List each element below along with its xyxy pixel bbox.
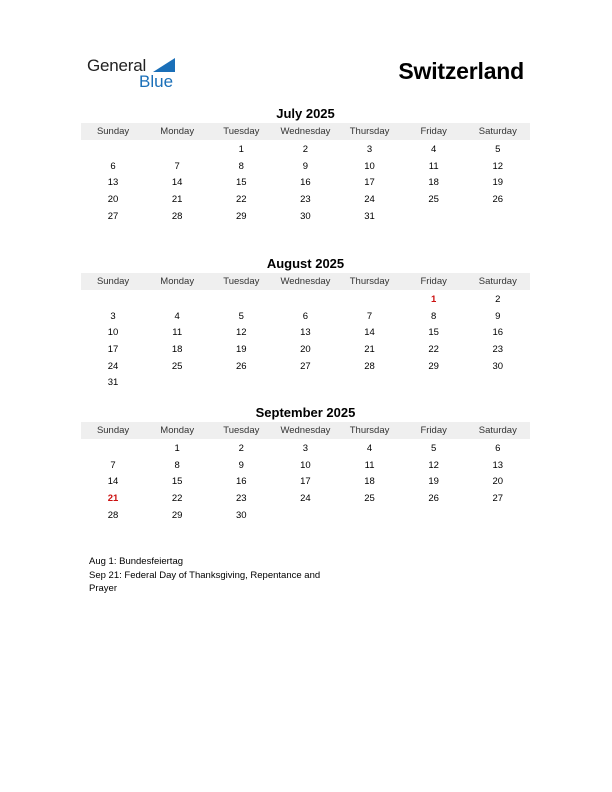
day-cell: 25 bbox=[364, 493, 375, 505]
weekday-label: Sunday bbox=[96, 276, 130, 287]
day-cell: 14 bbox=[171, 177, 183, 189]
weekday-label: Thursday bbox=[349, 276, 390, 287]
holiday-notes bbox=[89, 555, 339, 596]
day-cell bbox=[466, 508, 530, 525]
logo-text-general: General bbox=[87, 56, 147, 75]
country-title: Switzerland bbox=[398, 58, 524, 84]
day-cell: 27 bbox=[107, 210, 119, 222]
day-cell: 14 bbox=[364, 327, 375, 339]
day-cell: 28 bbox=[107, 509, 119, 521]
weekday-header-row bbox=[81, 422, 530, 439]
day-cell bbox=[273, 292, 337, 309]
weekday-label: Wednesday bbox=[280, 276, 331, 287]
day-cell: 24 bbox=[364, 194, 375, 206]
day-cell: 22 bbox=[171, 493, 183, 505]
day-cell: 2 bbox=[495, 294, 501, 305]
day-cell: 19 bbox=[492, 177, 504, 189]
weekday-label: Tuesday bbox=[223, 126, 260, 137]
day-cell bbox=[466, 375, 530, 392]
day-cell: 22 bbox=[428, 344, 439, 356]
day-cell: 15 bbox=[428, 327, 439, 339]
holiday-day-cell: 21 bbox=[107, 493, 119, 505]
day-cell: 24 bbox=[300, 493, 311, 505]
weekday-label: Sunday bbox=[96, 126, 130, 137]
day-cell: 21 bbox=[364, 344, 375, 356]
weekday-label: Monday bbox=[160, 425, 195, 436]
weekday-label: Saturday bbox=[478, 276, 517, 287]
day-cell: 23 bbox=[300, 194, 311, 206]
day-cell: 1 bbox=[174, 443, 180, 454]
day-cell bbox=[81, 292, 145, 309]
month-july bbox=[81, 106, 530, 225]
day-cell bbox=[81, 142, 145, 159]
day-cell: 21 bbox=[171, 194, 183, 206]
day-cell: 19 bbox=[428, 476, 439, 488]
day-cell: 4 bbox=[431, 144, 437, 155]
day-cell bbox=[273, 375, 337, 392]
weekday-label: Friday bbox=[420, 276, 447, 287]
day-cell: 8 bbox=[174, 459, 180, 471]
weekday-label: Sunday bbox=[96, 425, 130, 436]
day-cell: 7 bbox=[110, 459, 116, 471]
day-cell: 27 bbox=[492, 493, 504, 505]
day-cell: 28 bbox=[364, 360, 375, 372]
day-cell: 7 bbox=[174, 160, 180, 172]
weekday-label: Thursday bbox=[349, 425, 390, 436]
day-cell: 3 bbox=[366, 144, 373, 155]
day-cell: 20 bbox=[492, 476, 504, 488]
logo-text-blue: Blue bbox=[139, 72, 174, 91]
day-cell: 4 bbox=[366, 443, 373, 454]
month-title: July 2025 bbox=[276, 106, 335, 121]
day-cell bbox=[145, 375, 209, 392]
month-august bbox=[81, 256, 530, 392]
weekday-label: Monday bbox=[160, 126, 195, 137]
day-cell: 9 bbox=[238, 459, 244, 471]
day-cell: 3 bbox=[110, 310, 116, 322]
day-cell: 6 bbox=[302, 310, 309, 322]
day-cell: 31 bbox=[364, 210, 375, 222]
weekday-header-row bbox=[81, 273, 530, 290]
holiday-note: Sep 21: Federal Day of Thanksgiving, Repentance and Prayer bbox=[89, 569, 321, 594]
day-cell: 10 bbox=[364, 160, 375, 172]
weekday-label: Tuesday bbox=[223, 276, 260, 287]
day-cell: 17 bbox=[107, 344, 119, 356]
day-cell: 7 bbox=[366, 310, 373, 322]
day-cell: 31 bbox=[107, 377, 119, 389]
day-cell: 1 bbox=[238, 144, 244, 155]
weekday-label: Wednesday bbox=[280, 126, 331, 137]
generalblue-logo bbox=[87, 56, 187, 96]
day-cell: 4 bbox=[174, 310, 180, 322]
day-cell: 14 bbox=[107, 476, 119, 488]
day-cell: 28 bbox=[171, 210, 183, 222]
day-cell bbox=[402, 375, 466, 392]
day-cell: 20 bbox=[300, 344, 311, 356]
day-cell: 17 bbox=[364, 177, 375, 189]
weekday-label: Monday bbox=[160, 276, 195, 287]
day-cell: 25 bbox=[428, 194, 439, 206]
day-cell: 25 bbox=[171, 360, 183, 372]
day-cell bbox=[338, 292, 402, 309]
day-cell: 6 bbox=[495, 443, 501, 454]
day-cell bbox=[466, 209, 530, 226]
day-cell: 23 bbox=[236, 493, 247, 505]
day-cell: 13 bbox=[107, 177, 119, 189]
day-cell: 26 bbox=[236, 360, 247, 372]
day-cell: 29 bbox=[171, 509, 183, 521]
day-cell bbox=[209, 375, 273, 392]
day-cell bbox=[145, 292, 209, 309]
day-cell: 18 bbox=[428, 177, 439, 189]
day-cell: 27 bbox=[300, 360, 311, 372]
day-cell bbox=[338, 375, 402, 392]
day-cell bbox=[402, 508, 466, 525]
weekday-label: Friday bbox=[420, 126, 447, 137]
day-cell: 16 bbox=[492, 327, 504, 339]
day-cell: 8 bbox=[238, 160, 244, 172]
day-grid bbox=[81, 439, 530, 524]
day-cell: 5 bbox=[238, 310, 244, 322]
holiday-day-cell: 1 bbox=[431, 294, 437, 305]
weekday-label: Friday bbox=[420, 425, 447, 436]
day-cell: 3 bbox=[302, 443, 309, 454]
day-cell: 22 bbox=[236, 194, 247, 206]
day-grid bbox=[81, 140, 530, 225]
day-cell: 8 bbox=[431, 310, 437, 322]
day-cell: 19 bbox=[236, 344, 247, 356]
day-cell bbox=[338, 508, 402, 525]
weekday-label: Thursday bbox=[349, 126, 390, 137]
day-cell: 30 bbox=[236, 509, 247, 521]
day-cell bbox=[273, 508, 337, 525]
weekday-header-row bbox=[81, 123, 530, 140]
weekday-label: Wednesday bbox=[280, 425, 331, 436]
weekday-label: Saturday bbox=[478, 126, 517, 137]
day-cell: 13 bbox=[492, 459, 504, 471]
day-cell: 17 bbox=[300, 476, 311, 488]
day-cell: 10 bbox=[107, 327, 119, 339]
day-cell: 29 bbox=[236, 210, 247, 222]
day-cell bbox=[209, 292, 273, 309]
day-cell: 16 bbox=[300, 177, 311, 189]
month-title: August 2025 bbox=[266, 256, 345, 271]
day-cell bbox=[145, 142, 209, 159]
month-title: September 2025 bbox=[255, 405, 356, 420]
day-cell: 16 bbox=[236, 476, 247, 488]
day-cell: 10 bbox=[300, 459, 311, 471]
day-cell: 26 bbox=[428, 493, 439, 505]
day-cell: 12 bbox=[236, 327, 247, 339]
day-cell: 15 bbox=[236, 177, 247, 189]
day-cell: 11 bbox=[428, 160, 439, 172]
day-cell: 18 bbox=[364, 476, 375, 488]
day-cell: 30 bbox=[300, 210, 311, 222]
day-cell: 29 bbox=[428, 360, 439, 372]
day-cell: 5 bbox=[431, 443, 437, 454]
day-cell bbox=[81, 441, 145, 458]
weekday-label: Tuesday bbox=[223, 425, 260, 436]
month-september bbox=[81, 405, 530, 524]
holiday-note: Aug 1: Bundesfeiertag bbox=[89, 556, 184, 567]
day-grid bbox=[81, 290, 530, 392]
day-cell: 12 bbox=[428, 459, 439, 471]
day-cell: 24 bbox=[107, 360, 119, 372]
day-cell: 11 bbox=[172, 327, 183, 339]
logo-triangle-icon bbox=[153, 58, 175, 72]
day-cell: 12 bbox=[492, 160, 504, 172]
day-cell: 2 bbox=[302, 144, 309, 155]
day-cell: 23 bbox=[492, 344, 504, 356]
day-cell: 20 bbox=[107, 194, 119, 206]
day-cell: 9 bbox=[495, 310, 501, 322]
day-cell: 5 bbox=[495, 144, 501, 155]
day-cell: 18 bbox=[171, 344, 183, 356]
day-cell: 9 bbox=[302, 160, 309, 172]
day-cell: 2 bbox=[238, 443, 244, 454]
day-cell: 30 bbox=[492, 360, 504, 372]
day-cell bbox=[402, 209, 466, 226]
day-cell: 13 bbox=[300, 327, 311, 339]
day-cell: 11 bbox=[364, 459, 375, 471]
weekday-label: Saturday bbox=[478, 425, 517, 436]
day-cell: 26 bbox=[492, 194, 504, 206]
day-cell: 6 bbox=[110, 160, 116, 172]
day-cell: 15 bbox=[171, 476, 183, 488]
